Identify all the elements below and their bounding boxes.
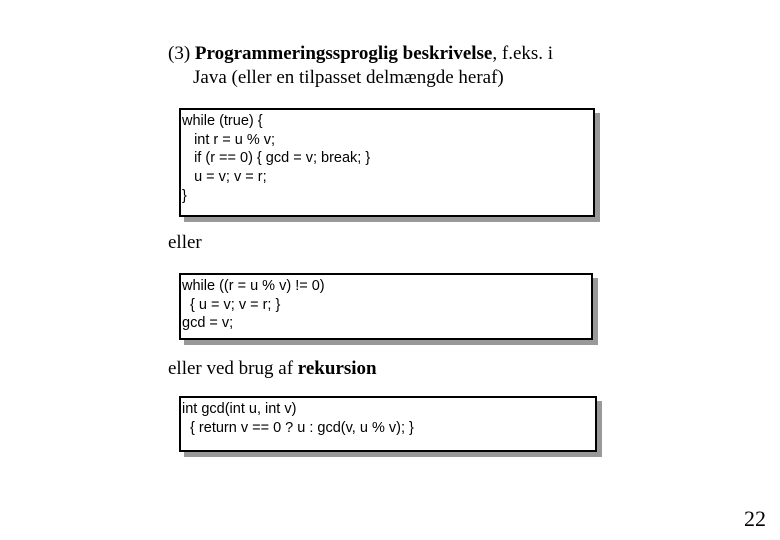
separator-text: eller ved brug af — [168, 358, 298, 379]
code-line: if (r == 0) { gcd = v; break; } — [182, 150, 371, 167]
separator-eller: eller — [168, 232, 202, 253]
heading-number: (3) — [168, 43, 195, 64]
separator-bold: rekursion — [297, 358, 377, 379]
code-line: { u = v; v = r; } — [182, 296, 281, 313]
code-line: while (true) { — [182, 113, 263, 129]
separator-recursion — [168, 358, 377, 380]
code-block-while-assign — [179, 273, 593, 340]
code-line: gcd = v; — [182, 315, 234, 332]
heading-rest: , f.eks. i — [492, 43, 554, 64]
heading-bold-title: Programmeringssproglig beskrivelse — [194, 43, 493, 64]
code-line: u = v; v = r; — [182, 169, 267, 186]
code-line: { return v == 0 ? u : gcd(v, u % v); } — [182, 419, 414, 436]
code-block-recursive — [179, 396, 597, 452]
code-line: int r = u % v; — [182, 131, 276, 148]
code-line: } — [182, 187, 187, 204]
slide-heading — [168, 42, 553, 90]
page-number: 22 — [744, 506, 766, 531]
heading-line2: Java (eller en tilpasset delmængde heraf) — [193, 67, 504, 88]
code-line: int gcd(int u, int v) — [182, 401, 297, 417]
code-line: while ((r = u % v) != 0) — [182, 278, 325, 294]
code-block-while-true — [179, 108, 595, 217]
